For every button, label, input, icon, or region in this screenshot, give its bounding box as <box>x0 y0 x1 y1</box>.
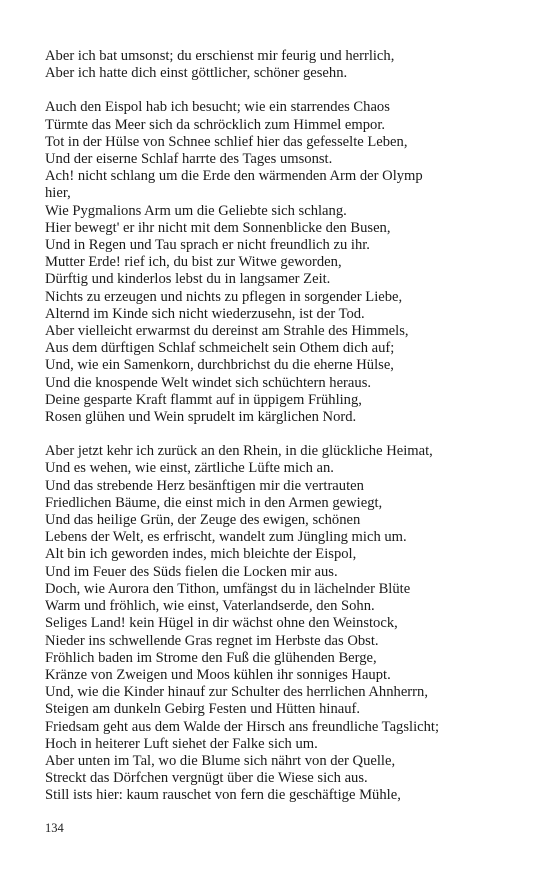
poem-line: Streckt das Dörfchen vergnügt über die Wiese sich aus. <box>45 770 368 787</box>
poem-line: Rosen glühen und Wein sprudelt im kärglichen Nord. <box>45 409 357 426</box>
poem-line: Und in Regen und Tau sprach er nicht freundlich zu ihr. <box>45 237 370 254</box>
poem-line: Aus dem dürftigen Schlaf schmeichelt sein Othem dich auf; <box>45 340 395 357</box>
poem-body <box>45 48 515 822</box>
poem-line: Doch, wie Aurora den Tithon, umfängst du in lächelnder Blüte <box>45 580 411 597</box>
poem-line: Friedlichen Bäume, die einst mich in den Armen gewiegt, <box>45 494 383 511</box>
poem-line: Aber unten im Tal, wo die Blume sich nährt von der Quelle, <box>45 752 396 769</box>
poem-line: Und der eiserne Schlaf harrte des Tages umsonst. <box>45 151 333 168</box>
stanza-3 <box>45 443 515 804</box>
poem-line: Aber ich hatte dich einst göttlicher, schöner gesehn. <box>45 65 348 82</box>
poem-line: Mutter Erde! rief ich, du bist zur Witwe geworden, <box>45 254 342 271</box>
poem-line: Dürftig und kinderlos lebst du in langsamer Zeit. <box>45 271 331 288</box>
poem-line: Und, wie ein Samenkorn, durchbrichst du die eherne Hülse, <box>45 357 394 374</box>
stanza-2 <box>45 99 515 426</box>
poem-line: Türmte das Meer sich da schröcklich zum Himmel empor. <box>45 116 386 133</box>
poem-line-continuation: hier, <box>45 185 71 202</box>
poem-line: Aber vielleicht erwarmst du dereinst am Strahle des Himmels, <box>45 323 409 340</box>
poem-line: Und die knospende Welt windet sich schüchtern heraus. <box>45 374 372 391</box>
poem-line: Kränze von Zweigen und Moos kühlen ihr sonniges Haupt. <box>45 666 391 683</box>
poem-line: Still ists hier: kaum rauschet von fern die geschäftige Mühle, <box>45 787 401 804</box>
poem-line: Und das strebende Herz besänftigen mir die vertrauten <box>45 477 364 494</box>
poem-line: Wie Pygmalions Arm um die Geliebte sich schlang. <box>45 202 347 219</box>
poem-line: Und das heilige Grün, der Zeuge des ewigen, schönen <box>45 512 361 529</box>
poem-line: Hoch in heiterer Luft siehet der Falke sich um. <box>45 735 318 752</box>
poem-line: Seliges Land! kein Hügel in dir wächst ohne den Weinstock, <box>45 615 398 632</box>
poem-line: Aber ich bat umsonst; du erschienst mir feurig und herrlich, <box>45 48 395 64</box>
stanza-1 <box>45 48 515 82</box>
poem-line: Fröhlich baden im Strome den Fuß die glühenden Berge, <box>45 649 377 666</box>
poem-line: Und es wehen, wie einst, zärtliche Lüfte mich an. <box>45 460 334 477</box>
poem-line: Aber jetzt kehr ich zurück an den Rhein, in die glückliche Heimat, <box>45 443 433 460</box>
poem-line: Friedsam geht aus dem Walde der Hirsch ans freundliche Tagslicht; <box>45 718 440 735</box>
poem-line: Tot in der Hülse von Schnee schlief hier das gefesselte Leben, <box>45 133 408 150</box>
poem-line: Deine gesparte Kraft flammt auf in üppigem Frühling, <box>45 391 362 408</box>
poem-line: Nichts zu erzeugen und nichts zu pflegen in sorgender Liebe, <box>45 288 403 305</box>
poem-line: Warm und fröhlich, wie einst, Vaterlandserde, den Sohn. <box>45 598 375 615</box>
poem-line: Alternd im Kinde sich nicht wiederzusehn, ist der Tod. <box>45 305 365 322</box>
poem-line: Nieder ins schwellende Gras regnet im Herbste das Obst. <box>45 632 379 649</box>
poem-line: Steigen am dunkeln Gebirg Festen und Hütten hinauf. <box>45 701 361 718</box>
poem-line: Hier bewegt' er ihr nicht mit dem Sonnenblicke den Busen, <box>45 219 391 236</box>
poem-line: Und, wie die Kinder hinauf zur Schulter des herrlichen Ahnherrn, <box>45 684 428 701</box>
poem-line: Alt bin ich geworden indes, mich bleichte der Eispol, <box>45 546 357 563</box>
poem-line: Auch den Eispol hab ich besucht; wie ein starrendes Chaos <box>45 99 390 116</box>
poem-line: Ach! nicht schlang um die Erde den wärmenden Arm der Olymp <box>45 168 423 185</box>
poem-line: Und im Feuer des Süds fielen die Locken mir aus. <box>45 563 338 580</box>
page-number: 134 <box>45 821 64 835</box>
poem-line: Lebens der Welt, es erfrischt, wandelt zum Jüngling mich um. <box>45 529 407 546</box>
